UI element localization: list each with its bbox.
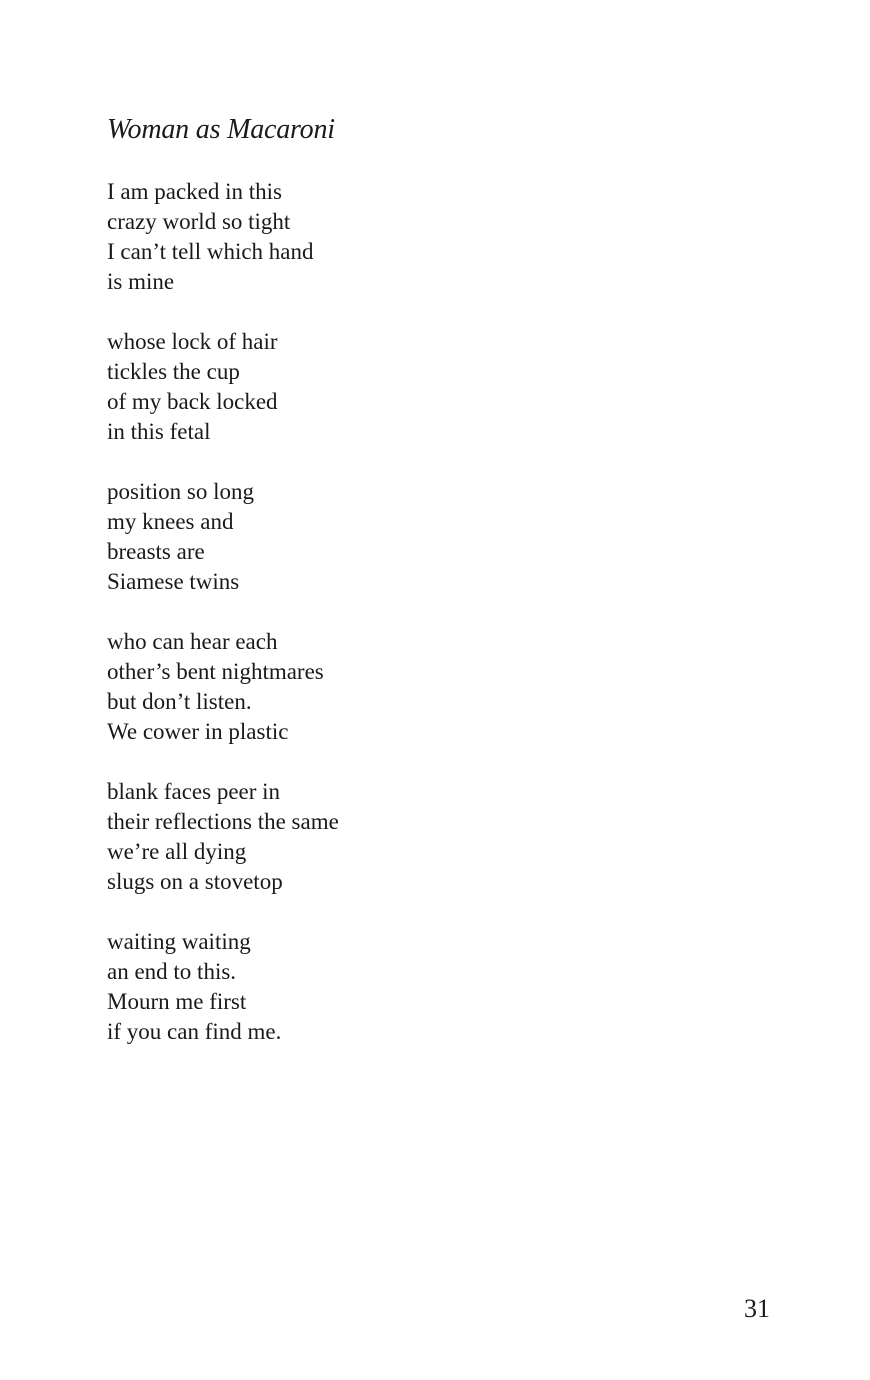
poem-line: breasts are — [107, 539, 205, 564]
poem-line: We cower in plastic — [107, 719, 289, 744]
poem-line: crazy world so tight — [107, 209, 291, 234]
poem-body — [107, 177, 339, 1077]
stanza-4 — [107, 627, 339, 747]
poem-line: Mourn me first — [107, 989, 247, 1014]
stanza-3 — [107, 477, 339, 597]
stanza-5 — [107, 777, 339, 897]
poem-line: but don’t listen. — [107, 689, 252, 714]
poem-line: is mine — [107, 269, 175, 294]
poem-title: Woman as Macaroni — [107, 114, 335, 145]
poem-line: who can hear each — [107, 629, 278, 654]
poem-line: waiting waiting — [107, 929, 251, 954]
poem-line: I can’t tell which hand — [107, 239, 314, 264]
poem-line: we’re all dying — [107, 839, 247, 864]
stanza-6 — [107, 927, 339, 1047]
poem-line: Siamese twins — [107, 569, 240, 594]
poem-line: other’s bent nightmares — [107, 659, 324, 684]
poem-line: their reflections the same — [107, 809, 339, 834]
poem-line: I am packed in this — [107, 179, 283, 204]
poem-line: whose lock of hair — [107, 329, 278, 354]
poem-line: an end to this. — [107, 959, 237, 984]
poem-line: of my back locked — [107, 389, 278, 414]
stanza-1 — [107, 177, 339, 297]
poem-line: slugs on a stovetop — [107, 869, 283, 894]
stanza-2 — [107, 327, 339, 447]
poem-line: if you can find me. — [107, 1019, 282, 1044]
page-number: 31 — [744, 1294, 770, 1323]
poem-line: position so long — [107, 479, 254, 504]
poem-line: blank faces peer in — [107, 779, 281, 804]
poem-line: tickles the cup — [107, 359, 240, 384]
poem-line: my knees and — [107, 509, 234, 534]
poem-line: in this fetal — [107, 419, 211, 444]
